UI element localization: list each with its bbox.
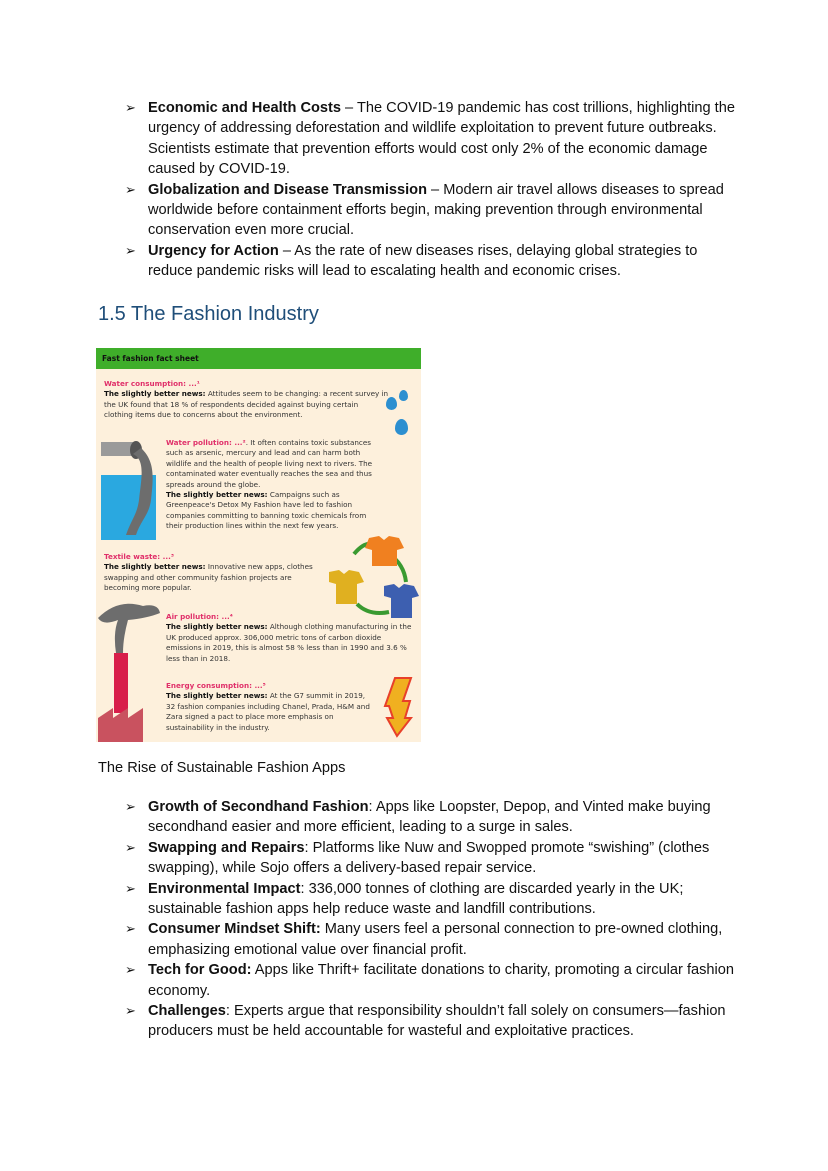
list-item: ➢ Consumer Mindset Shift: Many users feel a personal connection to pre-owned clothing, emphasizing emotional value over financial profit. <box>125 921 723 958</box>
arrow-bullet-icon: ➢ <box>125 921 136 937</box>
water-drop-icon <box>395 419 408 435</box>
arrow-bullet-icon: ➢ <box>125 799 136 814</box>
list-item: ➢ Swapping and Repairs: Platforms like Nuw and Swopped promote “swishing” (clothes swapping), while Sojo offers a delivery-based repair service. <box>125 839 710 877</box>
water-drop-icon <box>399 390 408 401</box>
polluted-pipe-icon <box>101 440 161 540</box>
infographic-title: Fast fashion fact sheet <box>96 348 421 369</box>
water-drop-icon <box>386 397 397 410</box>
list-item: ➢ Tech for Good: Apps like Thrift+ facilitate donations to charity, promoting a circular fashion economy. <box>125 962 735 999</box>
section-heading: 1.5 The Fashion Industry <box>98 303 319 325</box>
recycle-clothes-icon <box>324 534 419 620</box>
arrow-bullet-icon: ➢ <box>125 1003 136 1019</box>
arrow-bullet-icon: ➢ <box>125 242 136 258</box>
arrow-bullet-icon: ➢ <box>125 880 136 896</box>
arrow-bullet-icon: ➢ <box>125 100 136 115</box>
water-consumption-block: Water consumption: ...¹ The slightly better news: Attitudes seem to be changing: a recent survey in the UK found that 18 % of respondents decided against buying certain clothing items due to concerns about the environment. <box>104 379 389 420</box>
air-pollution-block: Air pollution: ...⁴ The slightly better news: Although clothing manufacturing in the UK produced approx. 306,000 metric tons of carbon dioxide emissions in 2019, this is almost 58 % less than in 1990 and 3.6 % less than in 2018. <box>166 612 412 663</box>
lightning-bolt-icon <box>383 676 413 738</box>
textile-waste-block: Textile waste: ...³ The slightly better news: Innovative new apps, clothes swapping and other community fashion projects are becoming more popular. <box>104 552 313 593</box>
list-item: ➢ Challenges: Experts argue that responsibility shouldn’t fall solely on consumers—fashion producers must be held accountable for wasteful and exploitative practices. <box>125 1003 726 1040</box>
energy-consumption-block: Energy consumption: ...⁵ The slightly better news: At the G7 summit in 2019, 32 fashion companies including Chanel, Prada, H&M and Zara signed a pact to place more emphasis on sustainability in the industry. <box>166 681 370 732</box>
list-item: ➢ Economic and Health Costs – The COVID-19 pandemic has cost trillions, highlighting the urgency of addressing deforestation and wildlife exploitation to prevent future outbreaks. Scientists estimate that prevention efforts would cost only 2% of the economic damage caused by COVID-19. <box>125 100 735 178</box>
arrow-bullet-icon: ➢ <box>125 962 136 978</box>
factory-smoke-icon <box>98 598 168 742</box>
list-item: ➢ Growth of Secondhand Fashion: Apps like Loopster, Depop, and Vinted make buying secondhand easier and more efficient, leading to a surge in sales. <box>125 799 711 836</box>
subheading-caption: The Rise of Sustainable Fashion Apps <box>98 760 346 776</box>
list-item: ➢ Urgency for Action – As the rate of new diseases rises, delaying global strategies to reduce pandemic risks will lead to escalating health and economic crises. <box>125 242 698 280</box>
water-pollution-block: Water pollution: ...². It often contains toxic substances such as arsenic, mercury and lead and can harm both wildlife and the health of people living next to rivers. The contaminated water eventually reaches the sea and thus spreads around the globe. The slightly better news: Campaigns such as Greenpeace's Detox My Fashion have led to fashion companies committing to banning toxic chemicals from their production lines within the next few years. <box>166 438 373 531</box>
list-item: ➢ Environmental Impact: 336,000 tonnes of clothing are discarded yearly in the UK; sustainable fashion apps help reduce waste and landfill contributions. <box>125 880 684 918</box>
bullet-list-sustainable-apps <box>125 797 735 1042</box>
list-item: ➢ Globalization and Disease Transmission – Modern air travel allows diseases to spread worldwide before containment efforts begin, making prevention through environmental conservation even more crucial. <box>125 181 724 239</box>
arrow-bullet-icon: ➢ <box>125 181 136 197</box>
bullet-list-pandemic <box>125 98 735 282</box>
arrow-bullet-icon: ➢ <box>125 839 136 855</box>
fast-fashion-infographic <box>96 348 421 742</box>
